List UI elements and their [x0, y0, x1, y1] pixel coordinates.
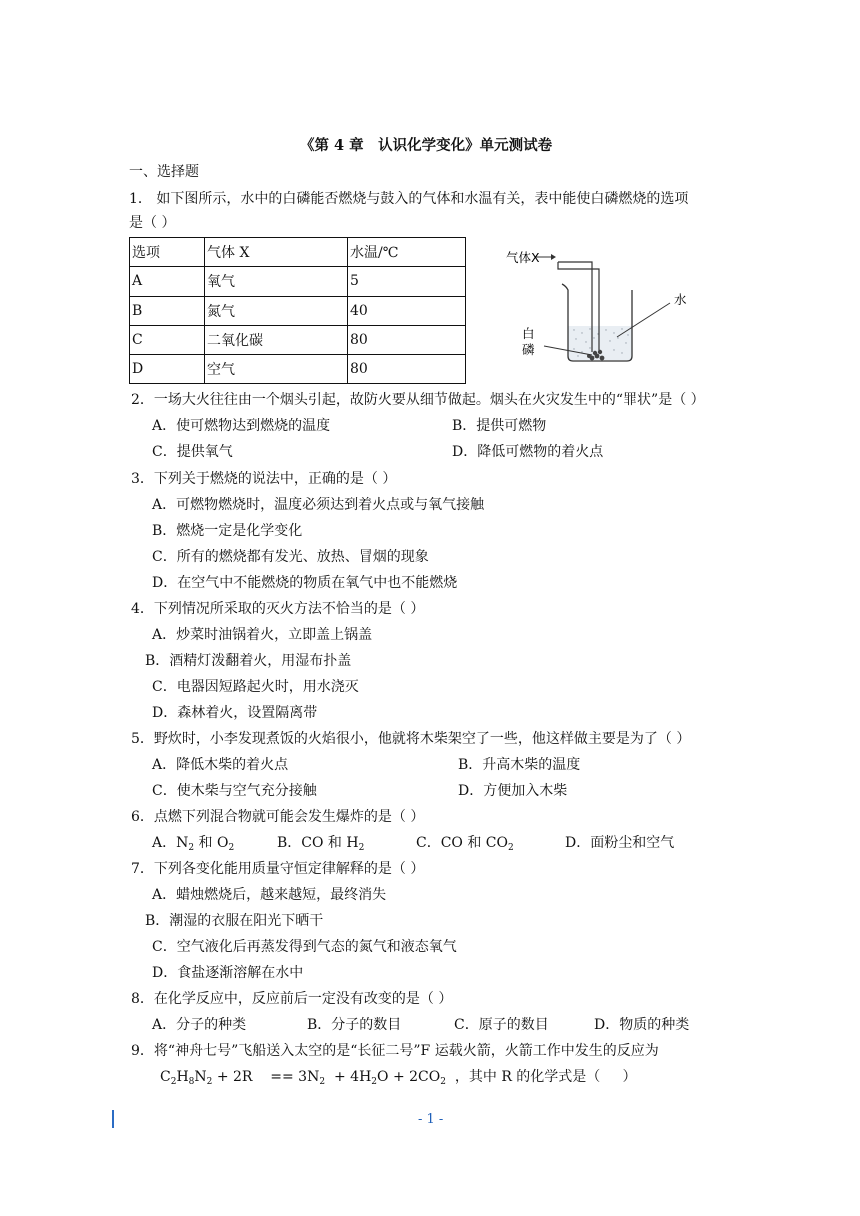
table-cell: A	[130, 267, 205, 296]
q7-option-c: C．空气液化后再蒸发得到气态的氮气和液态氧气	[152, 939, 457, 955]
table-cell: 空气	[205, 355, 348, 384]
water-fill	[568, 326, 632, 360]
q2-option-d: D．降低可燃物的着火点	[452, 444, 604, 460]
page-title: 《第 4 章 认识化学变化》单元测试卷	[300, 137, 553, 154]
q4-option-a: A．炒菜时油锅着火，立即盖上锅盖	[152, 627, 373, 643]
q5-option-c: C．使木柴与空气充分接触	[152, 783, 317, 799]
q5-option-b: B．升高木柴的温度	[458, 757, 581, 773]
gas-arrow-head	[551, 254, 556, 260]
table-row	[130, 267, 466, 296]
phosphorus-label-1: 白	[522, 326, 535, 341]
q8-option-c: C．原子的数目	[454, 1017, 549, 1033]
q6-stem: 6．点燃下列混合物就可能会发生爆炸的是（ ）	[131, 809, 425, 825]
table-cell: D	[130, 355, 205, 384]
table-row	[130, 355, 466, 384]
q7-stem: 7．下列各变化能用质量守恒定律解释的是（ ）	[131, 861, 425, 877]
q4-option-b: B．酒精灯泼翻着火，用湿布扑盖	[145, 653, 352, 669]
table-cell: 二氧化碳	[205, 325, 348, 354]
page-number: - 1 -	[418, 1112, 444, 1127]
q8-option-b: B．分子的数目	[307, 1017, 402, 1033]
q6-option-c: C．CO 和 $CO_2$	[416, 835, 514, 853]
q7-option-b: B．潮湿的衣服在阳光下晒干	[145, 913, 324, 929]
q3-option-d: D．在空气中不能燃烧的物质在氧气中也不能燃烧	[152, 575, 458, 591]
table-row	[130, 296, 466, 325]
table-cell: 5	[348, 267, 466, 296]
beaker-diagram	[500, 240, 710, 375]
table-header-cell: 气体 X	[205, 238, 348, 267]
q5-option-a: A．降低木柴的着火点	[152, 757, 289, 773]
q3-option-b: B．燃烧一定是化学变化	[152, 523, 303, 539]
table-header-cell: 水温/℃	[348, 238, 466, 267]
q1-options-table	[129, 237, 466, 384]
q2-option-c: C．提供氧气	[152, 444, 233, 460]
q3-stem: 3．下列关于燃烧的说法中，正确的是（ ）	[131, 471, 397, 487]
q9-stem: 9．将“神舟七号”飞船送入太空的是“长征二号”F 运载火箭，火箭工作中发生的反应为	[131, 1043, 659, 1059]
table-cell: C	[130, 325, 205, 354]
footer-marker	[112, 1110, 114, 1128]
q2-option-a: A．使可燃物达到燃烧的温度	[152, 418, 331, 434]
q2-option-b: B．提供可燃物	[452, 418, 547, 434]
table-header-row	[130, 238, 466, 267]
table-header-cell: 选项	[130, 238, 205, 267]
gas-x-label: 气体X	[506, 250, 540, 265]
water-leader-line	[617, 303, 670, 337]
q7-option-d: D．食盐逐渐溶解在水中	[152, 965, 304, 981]
q8-stem: 8．在化学反应中，反应前后一定没有改变的是（ ）	[131, 991, 453, 1007]
q1-stem-line2: 是（ ）	[129, 215, 176, 231]
q3-option-a: A．可燃物燃烧时，温度必须达到着火点或与氧气接触	[152, 497, 485, 513]
table-cell: 氧气	[205, 267, 348, 296]
q4-option-d: D．森林着火，设置隔离带	[152, 705, 318, 721]
table-cell: B	[130, 296, 205, 325]
water-label: 水	[674, 292, 687, 307]
q7-option-a: A．蜡烛燃烧后，越来越短，最终消失	[152, 887, 387, 903]
q9-equation: $C_2H_8N_2 + 2R$ == $3N_2 + 4H_2O + 2CO_2$ ，其中 R 的化学式是（ ）	[160, 1069, 637, 1087]
phosphorus-label-2: 磷	[522, 342, 535, 357]
q6-option-a: A．$N_2$ 和 $O_2$	[152, 835, 235, 853]
q6-option-d: D．面粉尘和空气	[565, 835, 675, 851]
q5-option-d: D．方便加入木柴	[458, 783, 568, 799]
q8-option-a: A．分子的种类	[152, 1017, 247, 1033]
table-cell: 40	[348, 296, 466, 325]
q2-stem: 2．一场大火往往由一个烟头引起，故防火要从细节做起。烟头在火灾发生中的“罪状”是（ ）	[131, 392, 705, 408]
section-heading: 一、选择题	[129, 164, 199, 180]
q4-stem: 4．下列情况所采取的灭火方法不恰当的是（ ）	[131, 601, 425, 617]
table-row	[130, 325, 466, 354]
q6-option-b: B．CO 和 $H_2$	[277, 835, 365, 853]
table-cell: 氮气	[205, 296, 348, 325]
q3-option-c: C．所有的燃烧都有发光、放热、冒烟的现象	[152, 549, 429, 565]
q1-stem-line1: 1． 如下图所示，水中的白磷能否燃烧与鼓入的气体和水温有关，表中能使白磷燃烧的选项	[129, 191, 689, 207]
table-cell: 80	[348, 325, 466, 354]
q5-stem: 5．野炊时，小李发现煮饭的火焰很小，他就将木柴架空了一些，他这样做主要是为了（ ）	[131, 731, 691, 747]
q8-option-d: D．物质的种类	[594, 1017, 690, 1033]
q4-option-c: C．电器因短路起火时，用水浇灭	[152, 679, 359, 695]
table-cell: 80	[348, 355, 466, 384]
